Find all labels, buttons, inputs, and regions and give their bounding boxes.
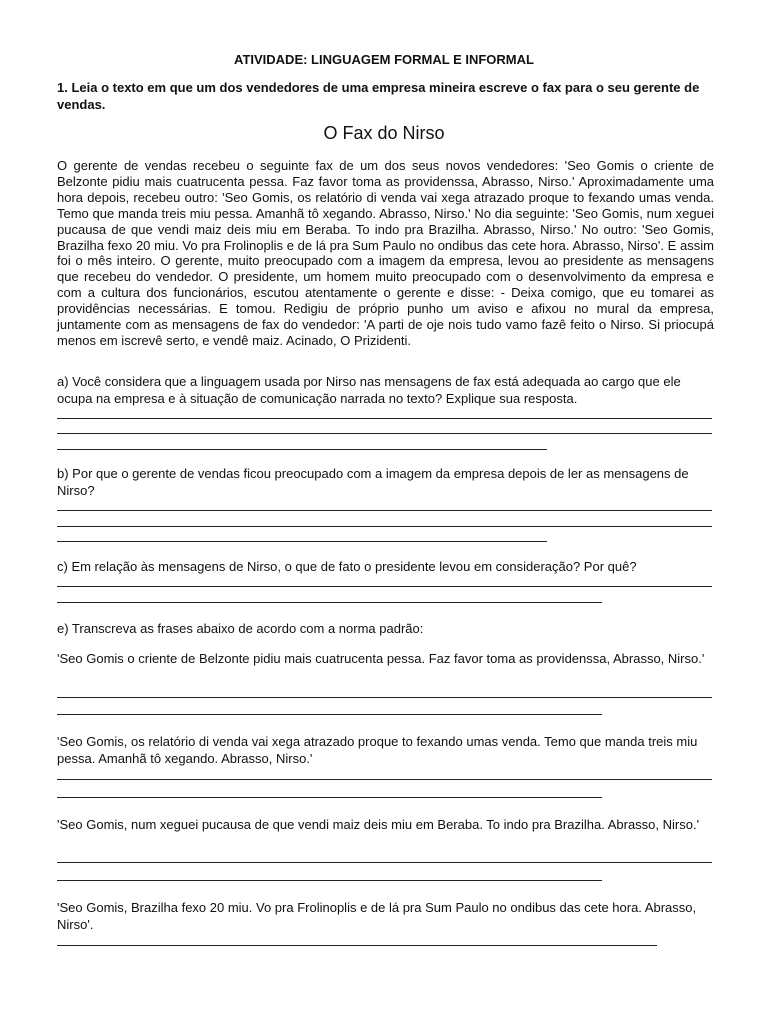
instruction-text: 1. Leia o texto em que um dos vendedores de uma empresa mineira escreve o fax para o seu gerente de vendas. [57, 80, 700, 112]
sentence-1: 'Seo Gomis o criente de Belzonte pidiu mais cuatrucenta pessa. Faz favor toma as providenssa, Abrasso, Nirso.' [57, 651, 705, 666]
answer-line[interactable] [57, 862, 712, 863]
answer-line[interactable] [57, 541, 547, 542]
story-text: O gerente de vendas recebeu o seguinte fax de um dos seus novos vendedores: 'Seo Gomis o criente de Belzonte pidiu mais cuatrucenta pessa. Faz favor toma as providenssa, Abrasso, Nirso.' Aproximadamente uma hora depois, recebeu outro: 'Seo Gomis, os relatório di venda vai xega atrazado proque to fexando umas venda. Temo que manda treis miu pessa. Amanhã tô xegando. Abrasso, Nirso.' No dia seguinte: 'Seo Gomis, num xeguei pucausa de que vendi maiz deis miu em Beraba. To indo pra Brazilha. Abrasso, Nirso.' No outro: 'Seo Gomis, Brazilha fexo 20 miu. Vo pra Frolinoplis e de lá pra Sum Paulo no ondibus das cete hora. Abrasso, Nirso'. E assim foi o mês inteiro. O gerente, muito preocupado com a imagem da empresa, levou ao presidente as mensagens que recebeu do vendedor. O presidente, um homem muito preocupado com o desenvolvimento da empresa e com a cultura dos funcionários, escutou atentamente o gerente e disse: - Deixa comigo, que eu tomarei as providências necessárias. E tomou. Redigiu de próprio punho um aviso e afixou no mural da empresa, juntamente com as mensagens de fax do vendedor: 'A parti de oje nois tudo vamo fazê feito o Nirso. Si priocupá menos em iscrevê serto, e vendê maiz. Acinado, O Prizidenti. [57, 158, 714, 348]
question-a: a) Você considera que a linguagem usada por Nirso nas mensagens de fax está adequada ao cargo que ele ocupa na empresa e à situação de comunicação narrada no texto? Explique sua resposta. [57, 374, 681, 406]
answer-line[interactable] [57, 880, 602, 881]
sentence-4: 'Seo Gomis, Brazilha fexo 20 miu. Vo pra Frolinoplis e de lá pra Sum Paulo no ondibus das cete hora. Abrasso, Nirso'. [57, 900, 697, 932]
question-b: b) Por que o gerente de vendas ficou preocupado com a imagem da empresa depois de ler as mensagens de Nirso? [57, 466, 689, 498]
answer-line[interactable] [57, 449, 547, 450]
answer-line[interactable] [57, 779, 712, 780]
answer-line[interactable] [57, 797, 602, 798]
sentence-3: 'Seo Gomis, num xeguei pucausa de que vendi maiz deis miu em Beraba. To indo pra Brazilha. Abrasso, Nirso.' [57, 817, 700, 832]
sentence-2: 'Seo Gomis, os relatório di venda vai xega atrazado proque to fexando umas venda. Temo que manda treis miu pessa. Amanhã tô xegando. Abrasso, Nirso.' [57, 734, 698, 766]
question-c: c) Em relação às mensagens de Nirso, o que de fato o presidente levou em consideração? Por quê? [57, 559, 637, 574]
answer-line[interactable] [57, 586, 712, 587]
story-title: O Fax do Nirso [323, 123, 445, 143]
answer-line[interactable] [57, 510, 712, 511]
answer-line[interactable] [57, 418, 712, 419]
answer-line[interactable] [57, 714, 602, 715]
answer-line[interactable] [57, 602, 602, 603]
answer-line[interactable] [57, 945, 657, 946]
answer-line[interactable] [57, 697, 712, 698]
answer-line[interactable] [57, 433, 712, 434]
answer-line[interactable] [57, 526, 712, 527]
question-e: e) Transcreva as frases abaixo de acordo com a norma padrão: [57, 621, 424, 636]
worksheet-title: ATIVIDADE: LINGUAGEM FORMAL E INFORMAL [234, 52, 534, 67]
